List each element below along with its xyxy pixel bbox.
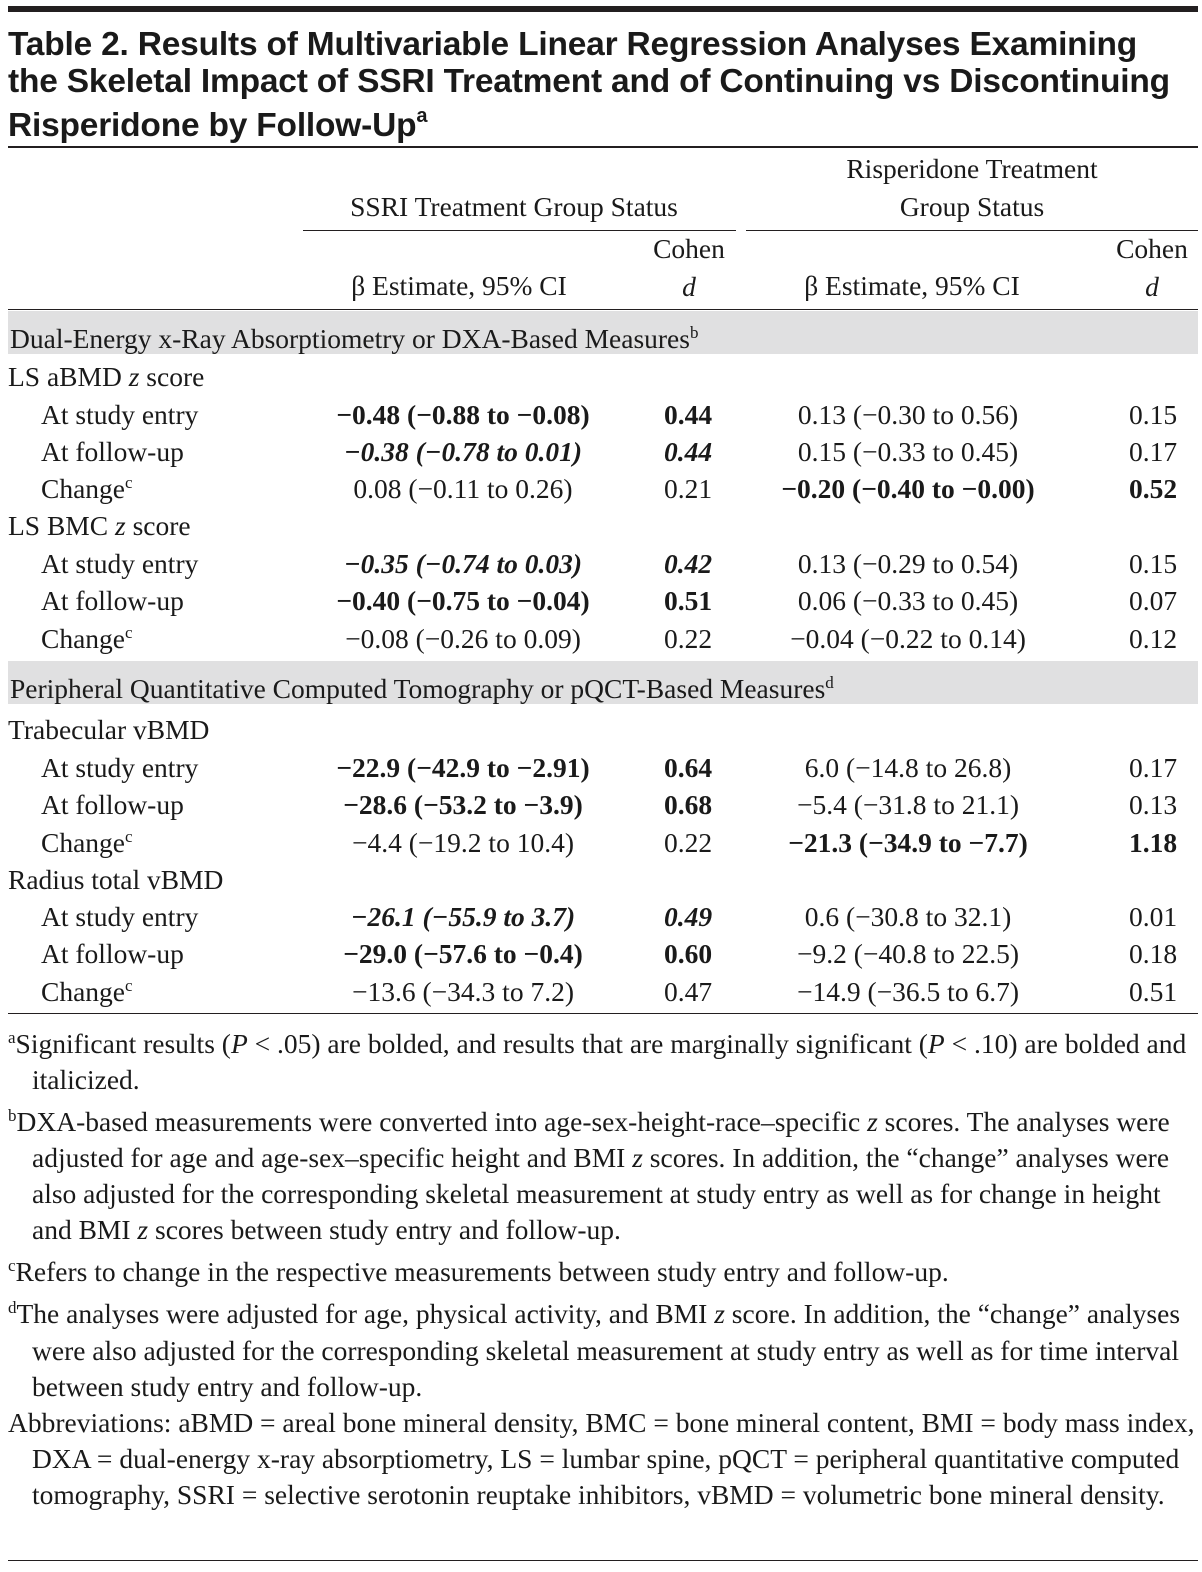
ssri-cohen-value: 0.49 xyxy=(663,901,713,932)
risp-estimate: −0.04 (−0.22 to 0.14) xyxy=(790,623,1026,654)
ssri-estimate: −0.35 (−0.74 to 0.03) xyxy=(343,548,583,579)
row-label-marker: c xyxy=(125,975,133,995)
ssri-estimate: −0.48 (−0.88 to −0.08) xyxy=(336,399,590,430)
footnote-c-text: Refers to change in the respective measurements between study entry and follow-up. xyxy=(15,1256,949,1288)
table-row xyxy=(8,973,1198,1010)
title-line-3-text: Risperidone by Follow-Up xyxy=(8,107,417,145)
row-label xyxy=(41,620,133,657)
footnote-b-text-2: scores. The analyses were adjusted for age and age-sex–specific height and BMI xyxy=(32,1106,1170,1174)
risp-cohen-value: 1.18 xyxy=(1128,827,1178,858)
ssri-estimate: −0.40 (−0.75 to −0.04) xyxy=(336,585,590,616)
group-row-trabecular xyxy=(8,711,1198,748)
ssri-cohen-header xyxy=(630,230,748,306)
risperidone-header-line-2: Group Status xyxy=(899,191,1045,222)
row-label-marker: c xyxy=(125,472,133,492)
risp-cohen-value: 0.15 xyxy=(1128,399,1178,430)
risp-estimate: 0.15 (−0.33 to 0.45) xyxy=(797,436,1019,467)
row-label xyxy=(41,470,133,507)
title-line-2: the Skeletal Impact of SSRI Treatment and of Continuing vs Discontinuing xyxy=(8,63,1170,100)
ssri-estimate: −13.6 (−34.3 to 7.2) xyxy=(352,976,574,1007)
row-label-text: Change xyxy=(41,473,126,504)
ssri-group-header: SSRI Treatment Group Status xyxy=(350,191,678,222)
footnote-d xyxy=(8,1290,1198,1404)
group-label-ls-abmd: LS aBMD z score xyxy=(8,361,205,392)
row-label: At follow-up xyxy=(41,938,184,969)
risp-estimate: −0.20 (−0.40 to −0.00) xyxy=(781,473,1035,504)
risp-cohen-d: d xyxy=(1145,271,1159,302)
risp-cohen-header xyxy=(1098,230,1202,306)
footnote-c xyxy=(8,1248,1198,1290)
risp-estimate: −5.4 (−31.8 to 21.1) xyxy=(797,789,1019,820)
risperidone-header-line-1: Risperidone Treatment xyxy=(846,153,1098,184)
table-row xyxy=(8,935,1198,972)
section-band-pqct xyxy=(8,661,1198,704)
row-label: At follow-up xyxy=(41,585,184,616)
title-footnote-marker: a xyxy=(416,105,428,127)
row-label xyxy=(41,973,133,1010)
row-label-marker: c xyxy=(125,826,133,846)
risp-cohen-value: 0.51 xyxy=(1128,976,1178,1007)
footnote-b xyxy=(8,1098,1198,1248)
table-row xyxy=(8,396,1198,433)
row-label: At study entry xyxy=(41,752,199,783)
risp-estimate: 0.13 (−0.30 to 0.56) xyxy=(797,399,1019,430)
footnote-b-z-1: z xyxy=(867,1106,878,1138)
row-label-text: Change xyxy=(41,827,126,858)
ssri-estimate: −29.0 (−57.6 to −0.4) xyxy=(343,938,583,969)
footnote-b-z-3: z xyxy=(137,1214,149,1246)
ssri-estimate: −4.4 (−19.2 to 10.4) xyxy=(352,827,574,858)
risp-estimate: −14.9 (−36.5 to 6.7) xyxy=(797,976,1019,1007)
risp-cohen-word: Cohen xyxy=(1116,233,1188,264)
risp-cohen-value: 0.17 xyxy=(1128,436,1178,467)
ssri-estimate: −0.08 (−0.26 to 0.09) xyxy=(345,623,581,654)
ssri-estimate: −22.9 (−42.9 to −2.91) xyxy=(336,752,590,783)
footnote-b-text-4: scores between study entry and follow-up. xyxy=(148,1214,621,1246)
footnote-c-marker: c xyxy=(8,1256,16,1276)
ssri-estimate: 0.08 (−0.11 to 0.26) xyxy=(353,473,573,504)
risp-cohen-value: 0.13 xyxy=(1128,789,1178,820)
ssri-cohen-d: d xyxy=(682,271,696,302)
section-dxa-text: Dual-Energy x-Ray Absorptiometry or DXA-Based Measures xyxy=(10,323,690,355)
risperidone-group-header xyxy=(746,150,1198,226)
table-bottom-rule xyxy=(8,1013,1198,1014)
row-label xyxy=(41,824,133,861)
ssri-cohen-value: 0.68 xyxy=(663,789,713,820)
risp-cohen-value: 0.17 xyxy=(1128,752,1178,783)
ssri-estimate: −26.1 (−55.9 to 3.7) xyxy=(350,901,576,932)
ssri-cohen-value: 0.22 xyxy=(663,623,713,654)
risp-cohen-value: 0.52 xyxy=(1128,473,1178,504)
ssri-estimate: −28.6 (−53.2 to −3.9) xyxy=(343,789,583,820)
footnote-b-text-1: DXA-based measurements were converted into age-sex-height-race–specific xyxy=(16,1106,868,1138)
risp-cohen-value: 0.01 xyxy=(1128,901,1178,932)
page-bottom-rule xyxy=(8,1560,1198,1561)
table-row xyxy=(8,545,1198,582)
row-label: At study entry xyxy=(41,901,199,932)
risp-estimate: −9.2 (−40.8 to 22.5) xyxy=(797,938,1019,969)
footnote-d-z: z xyxy=(714,1298,725,1330)
title-line-3 xyxy=(8,100,1198,144)
ssri-beta-header: β Estimate, 95% CI xyxy=(351,270,567,301)
ssri-cohen-value: 0.44 xyxy=(663,399,713,430)
footnote-a-p-2: P xyxy=(927,1028,945,1060)
group-row-ls-abmd xyxy=(8,358,1198,395)
table-row xyxy=(8,470,1198,507)
footnote-a-text-1: Significant results ( xyxy=(15,1028,231,1060)
row-label: At study entry xyxy=(41,399,199,430)
footnote-d-text-1: The analyses were adjusted for age, physical activity, and BMI xyxy=(16,1298,715,1330)
row-label-text: Change xyxy=(41,623,126,654)
risp-estimate: 0.13 (−0.29 to 0.54) xyxy=(797,548,1019,579)
section-label-pqct xyxy=(10,665,834,707)
table-row xyxy=(8,898,1198,935)
section-pqct-text: Peripheral Quantitative Computed Tomography or pQCT-Based Measures xyxy=(10,673,826,705)
footnote-a-text-3: < .10) are bolded and italicized. xyxy=(32,1028,1187,1096)
ssri-cohen-word: Cohen xyxy=(653,233,725,264)
footnote-b-marker: b xyxy=(8,1106,17,1126)
table-title xyxy=(8,26,1198,144)
ssri-cohen-value: 0.21 xyxy=(663,473,713,504)
risp-cohen-value: 0.18 xyxy=(1128,938,1178,969)
row-label: At follow-up xyxy=(41,436,184,467)
section-dxa-marker: b xyxy=(689,323,699,342)
footnote-abbreviations: Abbreviations: aBMD = areal bone mineral density, BMC = bone mineral content, BMI = body mass index, DXA = dual-energy x-ray absorptiometry, LS = lumbar spine, pQCT = peripheral quantitative computed tomography, SSRI = selective serotonin reuptake inhibitors, vBMD = volumetric bone mineral density. xyxy=(8,1406,1195,1510)
section-label-dxa xyxy=(10,315,698,357)
ssri-cohen-value: 0.42 xyxy=(663,548,713,579)
footnote-b-text-3: scores. In addition, the “change” analyses were also adjusted for the corresponding skeletal measurement at study entry as well as for change in height and BMI xyxy=(32,1142,1170,1246)
ssri-cohen-value: 0.22 xyxy=(663,827,713,858)
row-label-text: Change xyxy=(41,976,126,1007)
group-row-ls-bmc xyxy=(8,507,1198,544)
footnotes xyxy=(8,1020,1198,1513)
section-band-dxa xyxy=(8,311,1198,354)
table-row xyxy=(8,433,1198,470)
risp-beta-header: β Estimate, 95% CI xyxy=(804,270,1020,301)
table-row xyxy=(8,786,1198,823)
risp-estimate: 0.06 (−0.33 to 0.45) xyxy=(797,585,1019,616)
footnote-a-text-2: < .05) are bolded, and results that are marginally significant ( xyxy=(247,1028,928,1060)
ssri-cohen-value: 0.44 xyxy=(663,436,713,467)
ssri-cohen-value: 0.47 xyxy=(663,976,713,1007)
row-label: At study entry xyxy=(41,548,199,579)
table-row xyxy=(8,824,1198,861)
title-line-1: Table 2. Results of Multivariable Linear Regression Analyses Examining xyxy=(8,26,1138,63)
group-label-ls-bmc: LS BMC z score xyxy=(8,510,191,541)
ssri-estimate: −0.38 (−0.78 to 0.01) xyxy=(343,436,583,467)
table-row xyxy=(8,620,1198,657)
top-rule xyxy=(8,6,1198,12)
footnote-a-p-1: P xyxy=(230,1028,248,1060)
ssri-cohen-value: 0.64 xyxy=(663,752,713,783)
footnote-b-z-2: z xyxy=(632,1142,643,1174)
risp-cohen-value: 0.07 xyxy=(1128,585,1178,616)
row-label: At follow-up xyxy=(41,789,184,820)
header-bottom-rule xyxy=(8,309,1198,310)
title-rule xyxy=(8,146,1198,148)
table-row xyxy=(8,749,1198,786)
footnote-a-marker: a xyxy=(8,1028,16,1047)
footnote-d-text-2: score. In addition, the “change” analyses were also adjusted for the corresponding skeletal measurement at study entry as well as for time interval between study entry and follow-up. xyxy=(32,1298,1181,1402)
row-label-marker: c xyxy=(125,622,133,642)
group-label-trabecular: Trabecular vBMD xyxy=(8,714,210,745)
section-pqct-marker: d xyxy=(825,673,834,692)
risp-estimate: −21.3 (−34.9 to −7.7) xyxy=(788,827,1028,858)
risp-cohen-value: 0.12 xyxy=(1128,623,1178,654)
footnote-d-marker: d xyxy=(8,1298,17,1318)
group-label-radius: Radius total vBMD xyxy=(8,864,224,895)
ssri-cohen-value: 0.60 xyxy=(663,938,713,969)
risp-estimate: 0.6 (−30.8 to 32.1) xyxy=(804,901,1012,932)
ssri-cohen-value: 0.51 xyxy=(663,585,713,616)
footnote-a xyxy=(8,1020,1198,1098)
group-row-radius xyxy=(8,861,1198,898)
risp-estimate: 6.0 (−14.8 to 26.8) xyxy=(804,752,1012,783)
risp-cohen-value: 0.15 xyxy=(1128,548,1178,579)
table-row xyxy=(8,582,1198,619)
